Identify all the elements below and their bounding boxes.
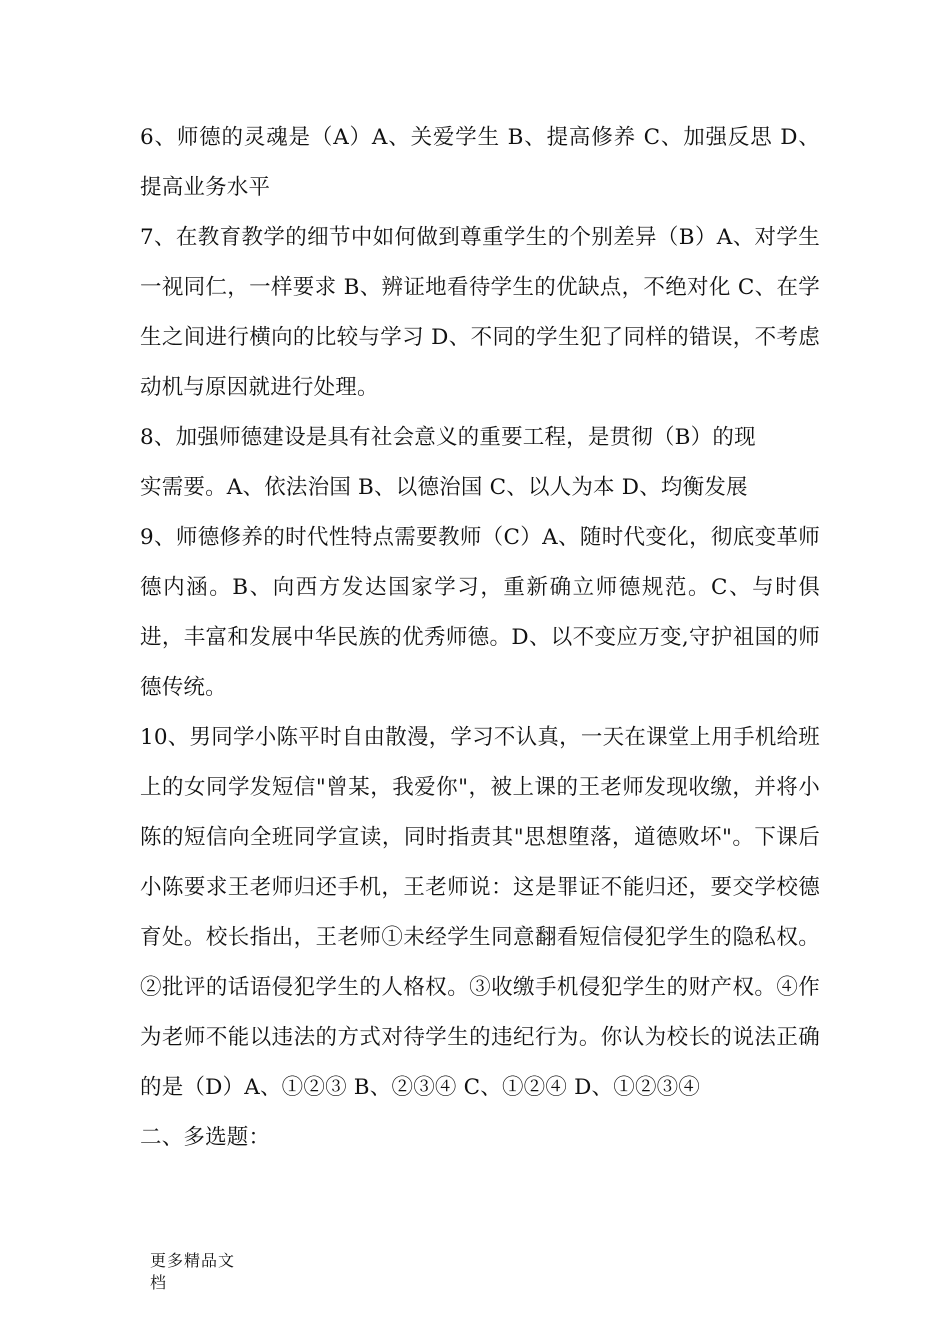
question-8	[140, 413, 820, 513]
question-8-line-2: 实需要。A、依法治国 B、以德治国 C、以人为本 D、均衡发展	[140, 475, 748, 500]
document-body	[140, 113, 820, 1163]
question-6: 6、师德的灵魂是（A）A、关爱学生 B、提高修养 C、加强反思 D、提高业务水平	[140, 125, 820, 200]
question-7: 7、在教育教学的细节中如何做到尊重学生的个别差异（B）A、对学生一视同仁，一样要求 B、辨证地看待学生的优缺点，不绝对化 C、在学生之间进行横向的比较与学习 D、不同的学生犯了同样的错误，不考虑动机与原因就进行处理。	[140, 225, 820, 400]
footer-note: 更多精品文档	[150, 1251, 236, 1292]
question-9: 9、师德修养的时代性特点需要教师（C）A、随时代变化，彻底变革师德内涵。B、向西方发达国家学习，重新确立师德规范。C、与时俱进，丰富和发展中华民族的优秀师德。D、以不变应万变,守护祖国的师德传统。	[140, 525, 820, 700]
section-heading-multiple-choice: 二、多选题：	[140, 1125, 271, 1150]
question-8-line-1: 8、加强师德建设是具有社会意义的重要工程，是贯彻（B）的现	[140, 425, 756, 450]
question-10: 10、男同学小陈平时自由散漫，学习不认真，一天在课堂上用手机给班上的女同学发短信"曾某，我爱你"，被上课的王老师发现收缴，并将小陈的短信向全班同学宣读，同时指责其"思想堕落，道德败坏"。下课后小陈要求王老师归还手机，王老师说：这是罪证不能归还，要交学校德育处。校长指出，王老师①未经学生同意翻看短信侵犯学生的隐私权。②批评的话语侵犯学生的人格权。③收缴手机侵犯学生的财产权。④作为老师不能以违法的方式对待学生的违纪行为。你认为校长的说法正确的是（D）A、①②③ B、②③④ C、①②④ D、①②③④	[140, 725, 820, 1100]
